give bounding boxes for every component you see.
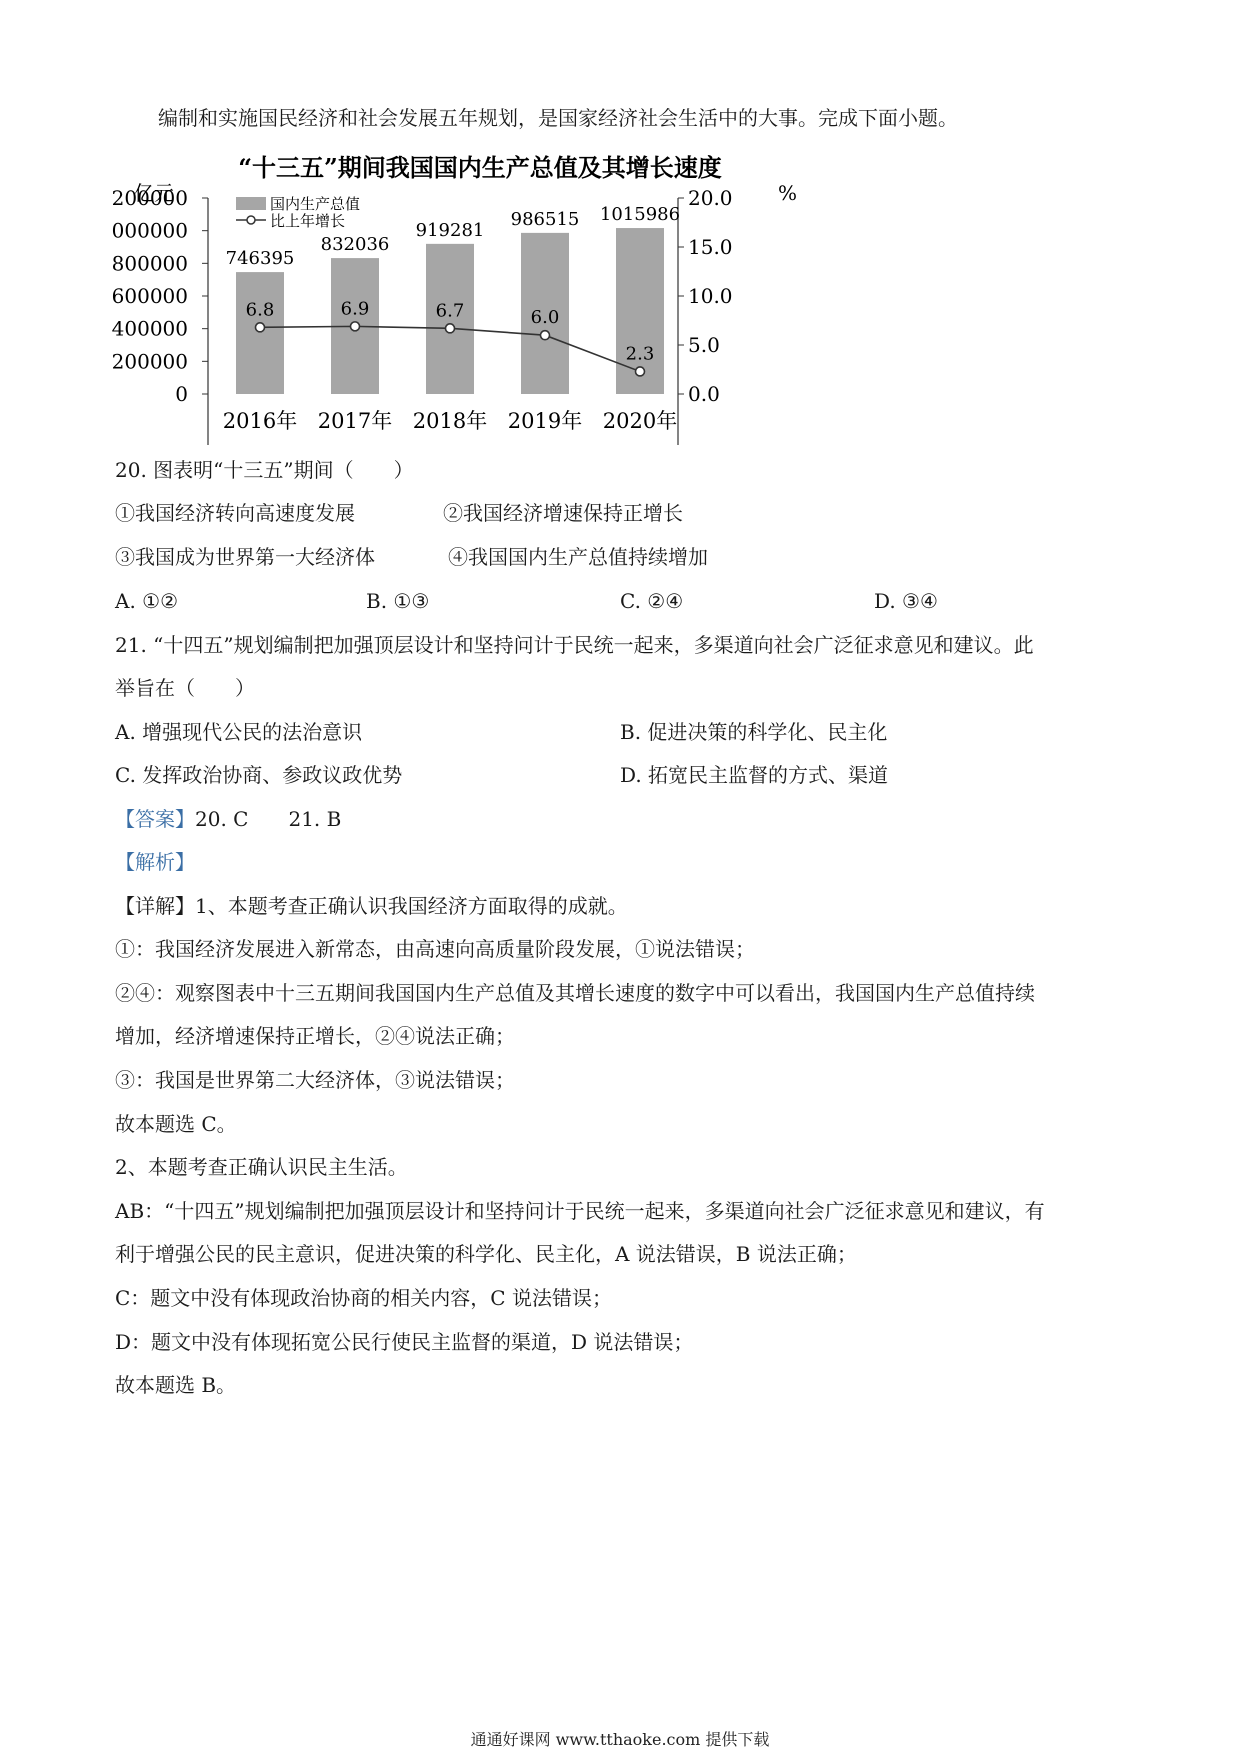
right-axis-unit: % xyxy=(778,181,798,205)
x-tick-label: 2019年 xyxy=(507,409,583,433)
q21-choice-c: C. 发挥政治协商、参政议政优势 xyxy=(115,763,403,787)
left-tick-label: 200000 xyxy=(111,186,188,210)
q20-choice-a: A. ①② xyxy=(115,589,179,613)
detail-line-1: 【详解】1、本题考查正确认识我国经济方面取得的成就。 xyxy=(115,894,628,918)
answer-tag: 【答案】 xyxy=(115,807,195,831)
legend-bar-label: 国内生产总值 xyxy=(270,195,361,213)
gdp-bar-label: 1015986 xyxy=(599,204,681,226)
q20-choice-c: C. ②④ xyxy=(620,589,684,613)
right-tick-label: 20.0 xyxy=(688,186,733,210)
left-tick-label: 600000 xyxy=(111,284,188,308)
answer-text: 20. C 21. B xyxy=(195,807,342,831)
detail-line-5: ③：我国是世界第二大经济体，③说法错误； xyxy=(115,1068,515,1092)
growth-point xyxy=(256,323,265,332)
chart-legend xyxy=(236,195,360,230)
q21-choice-d: D. 拓宽民主监督的方式、渠道 xyxy=(620,763,889,787)
left-tick-label: 0 xyxy=(175,382,188,406)
growth-point xyxy=(446,324,455,333)
gdp-chart xyxy=(110,150,810,500)
chart-title: “十三五”期间我国国内生产总值及其增长速度 xyxy=(238,153,722,182)
detail-line-3: ②④：观察图表中十三五期间我国国内生产总值及其增长速度的数字中可以看出，我国国内生产总值持续 xyxy=(115,981,1035,1005)
gdp-bar-label: 832036 xyxy=(320,234,390,256)
legend-line-label: 比上年增长 xyxy=(270,212,346,230)
gdp-bar-label: 746395 xyxy=(225,248,295,270)
growth-point xyxy=(636,367,645,376)
right-tick-label: 10.0 xyxy=(688,284,733,308)
x-tick-label: 2017年 xyxy=(317,409,393,433)
analysis-tag: 【解析】 xyxy=(115,850,195,874)
q20-option-3: ③我国成为世界第一大经济体 xyxy=(115,545,375,569)
q21-stem-line1: 21. “十四五”规划编制把加强顶层设计和坚持问计于民统一起来，多渠道向社会广泛征求意见和建议。此 xyxy=(115,633,1034,657)
detail-line-9: 利于增强公民的民主意识，促进决策的科学化、民主化，A 说法错误，B 说法正确； xyxy=(115,1242,857,1266)
growth-point xyxy=(351,322,360,331)
detail-line-7: 2、本题考查正确认识民主生活。 xyxy=(115,1155,408,1179)
left-tick-label: 200000 xyxy=(111,349,188,374)
left-axis-unit: 亿元 xyxy=(134,181,174,205)
growth-point-label: 6.9 xyxy=(340,298,370,320)
q21-choice-b: B. 促进决策的科学化、民主化 xyxy=(620,720,888,744)
q20-option-4: ④我国国内生产总值持续增加 xyxy=(448,545,708,569)
detail-line-4: 增加，经济增速保持正增长，②④说法正确； xyxy=(115,1024,515,1048)
q20-choice-d: D. ③④ xyxy=(874,589,938,613)
q21-stem-line2: 举旨在（ ） xyxy=(115,676,255,700)
growth-point-label: 6.0 xyxy=(530,307,560,329)
gdp-bar-label: 919281 xyxy=(415,219,485,241)
growth-point-label: 6.8 xyxy=(245,299,275,321)
gdp-bar-label: 986515 xyxy=(510,208,580,230)
q21-choice-a: A. 增强现代公民的法治意识 xyxy=(115,720,363,744)
detail-line-12: 故本题选 B。 xyxy=(115,1373,237,1397)
x-tick-label: 2016年 xyxy=(222,409,298,433)
gdp-chart-svg xyxy=(110,150,810,500)
legend-line-marker xyxy=(247,216,255,224)
growth-point-label: 2.3 xyxy=(625,343,655,365)
detail-line-8: AB：“十四五”规划编制把加强顶层设计和坚持问计于民统一起来，多渠道向社会广泛征求意见和建议，有 xyxy=(115,1199,1045,1223)
left-tick-label: 400000 xyxy=(111,316,188,341)
left-tick-label: 000000 xyxy=(111,218,188,243)
q20-stem: 20. 图表明“十三五”期间（ ） xyxy=(115,458,414,482)
detail-line-6: 故本题选 C。 xyxy=(115,1112,237,1136)
detail-line-11: D：题文中没有体现拓宽公民行使民主监督的渠道，D 说法错误； xyxy=(115,1330,694,1354)
right-tick-label: 15.0 xyxy=(688,235,733,259)
q20-option-2: ②我国经济增速保持正增长 xyxy=(443,501,683,525)
growth-point-label: 6.7 xyxy=(435,300,465,322)
detail-line-2: ①：我国经济发展进入新常态，由高速向高质量阶段发展，①说法错误； xyxy=(115,937,755,961)
q20-choice-b: B. ①③ xyxy=(366,589,430,613)
answer-line xyxy=(115,805,341,833)
detail-line-10: C：题文中没有体现政治协商的相关内容，C 说法错误； xyxy=(115,1286,612,1310)
growth-point xyxy=(541,331,550,340)
left-tick-label: 800000 xyxy=(111,251,188,276)
legend-bar-swatch xyxy=(236,197,266,210)
right-tick-label: 0.0 xyxy=(688,382,720,406)
footer-text: 通通好课网 www.tthaoke.com 提供下载 xyxy=(470,1730,770,1749)
intro-text: 编制和实施国民经济和社会发展五年规划，是国家经济社会生活中的大事。完成下面小题。 xyxy=(158,106,958,130)
x-tick-label: 2020年 xyxy=(602,409,678,433)
gdp-bar xyxy=(236,272,284,394)
right-tick-label: 5.0 xyxy=(688,333,720,357)
x-tick-label: 2018年 xyxy=(412,409,488,433)
q20-option-1: ①我国经济转向高速度发展 xyxy=(115,501,355,525)
